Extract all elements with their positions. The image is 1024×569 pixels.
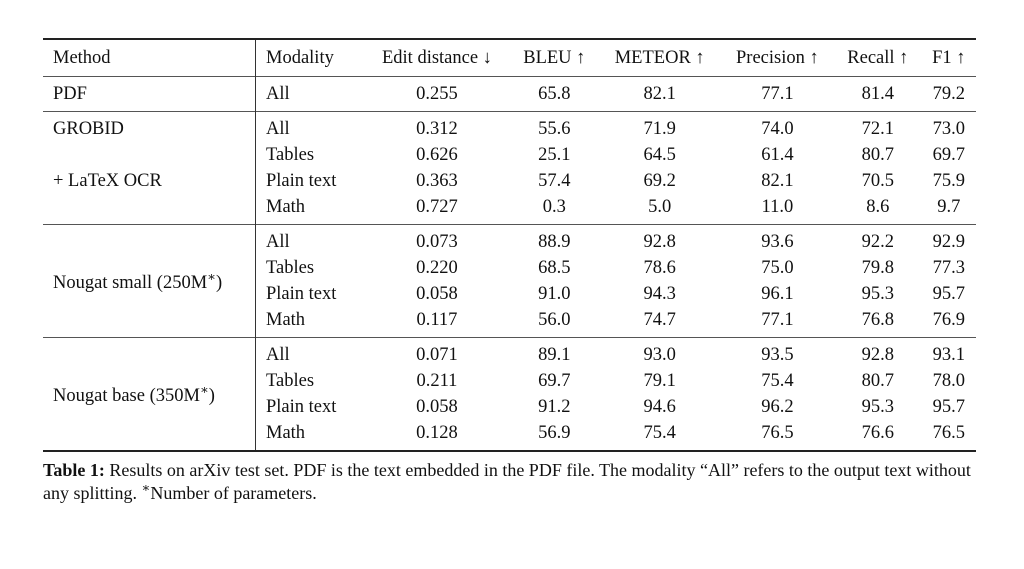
header-modality: Modality [256,39,365,77]
f1-cell: 95.7 [932,284,965,304]
caption-label: Table 1: [43,460,105,480]
meteor-cell: 71.9 [643,119,676,139]
table-row [43,77,976,112]
header-row [43,39,976,77]
f1-cell: 69.7 [932,145,965,165]
modality-cell: Math [256,420,365,451]
f1-cell: 76.5 [932,423,965,443]
precision-cell: 96.1 [761,284,794,304]
precision-cell: 77.1 [761,84,794,104]
f1-cell: 95.7 [932,397,965,417]
edit-distance-cell: 0.255 [416,84,458,104]
modality-cell: Tables [256,368,365,394]
recall-cell: 95.3 [861,397,895,417]
method-label: PDF [53,84,87,104]
edit-distance-cell: 0.071 [416,345,458,365]
results-table [43,38,976,452]
bleu-cell: 91.2 [538,397,571,417]
bleu-cell: 68.5 [538,258,571,278]
bleu-cell: 56.9 [538,423,571,443]
recall-cell: 80.7 [861,371,895,391]
f1-cell: 77.3 [932,258,965,278]
recall-cell: 76.8 [861,310,895,330]
edit-distance-cell: 0.058 [416,397,458,417]
modality-cell: Plain text [256,168,365,194]
modality-cell: Math [256,307,365,338]
table-row [43,338,976,369]
precision-cell: 61.4 [761,145,794,165]
modality-cell: Tables [256,255,365,281]
meteor-cell: 79.1 [643,371,676,391]
table-row [43,225,976,256]
header-f1: F1 ↑ [932,48,966,68]
precision-cell: 75.0 [761,258,794,278]
edit-distance-cell: 0.363 [416,171,458,191]
precision-cell: 77.1 [761,310,794,330]
bleu-cell: 56.0 [538,310,571,330]
table-row [43,168,976,194]
bleu-cell: 88.9 [538,232,571,252]
method-label-secondary: + LaTeX OCR [53,171,162,191]
edit-distance-cell: 0.312 [416,119,458,139]
meteor-cell: 64.5 [643,145,676,165]
modality-cell: Plain text [256,394,365,420]
meteor-cell: 69.2 [643,171,676,191]
f1-cell: 93.1 [932,345,965,365]
table-row [43,142,976,168]
modality-cell: All [256,225,365,256]
header-recall: Recall ↑ [847,48,909,68]
precision-cell: 76.5 [761,423,794,443]
meteor-cell: 94.3 [643,284,676,304]
edit-distance-cell: 0.727 [416,197,458,217]
edit-distance-cell: 0.128 [416,423,458,443]
f1-cell: 75.9 [932,171,965,191]
method-label: Nougat base (350M∗) [53,381,215,406]
edit-distance-cell: 0.117 [416,310,458,330]
recall-cell: 81.4 [861,84,895,104]
meteor-cell: 82.1 [643,84,676,104]
precision-cell: 93.5 [761,345,794,365]
edit-distance-cell: 0.073 [416,232,458,252]
precision-cell: 93.6 [761,232,794,252]
recall-cell: 92.2 [861,232,895,252]
group-nougat-base [43,338,976,452]
bleu-cell: 89.1 [538,345,571,365]
recall-cell: 92.8 [861,345,895,365]
meteor-cell: 93.0 [643,345,676,365]
precision-cell: 82.1 [761,171,794,191]
table-row [43,194,976,225]
bleu-cell: 55.6 [538,119,571,139]
table-header [43,39,976,77]
caption-text: Results on arXiv test set. PDF is the text embedded in the PDF file. The modality “All” refers to the output text without any splitting. [43,460,971,503]
precision-cell: 75.4 [761,371,794,391]
edit-distance-cell: 0.058 [416,284,458,304]
caption-footnote-mark: ∗ [141,480,151,495]
bleu-cell: 25.1 [538,145,571,165]
meteor-cell: 78.6 [643,258,676,278]
f1-cell: 76.9 [932,310,965,330]
meteor-cell: 5.0 [648,197,672,217]
modality-cell: Math [256,194,365,225]
table-caption [43,459,993,505]
recall-cell: 8.6 [866,197,890,217]
edit-distance-cell: 0.211 [416,371,458,391]
header-edit-distance: Edit distance ↓ [381,48,492,68]
method-label: GROBID [53,119,124,139]
modality-cell: All [256,338,365,369]
precision-cell: 11.0 [761,197,794,217]
bleu-cell: 0.3 [542,197,566,217]
modality-cell: All [256,112,365,143]
meteor-cell: 75.4 [643,423,676,443]
recall-cell: 79.8 [861,258,895,278]
table-row [43,112,976,143]
header-bleu: BLEU ↑ [523,48,586,68]
header-meteor: METEOR ↑ [614,48,705,68]
modality-cell: Tables [256,142,365,168]
modality-cell: Plain text [256,281,365,307]
bleu-cell: 57.4 [538,171,571,191]
group-grobid [43,112,976,225]
f1-cell: 79.2 [932,84,965,104]
edit-distance-cell: 0.626 [416,145,458,165]
meteor-cell: 92.8 [643,232,676,252]
bleu-cell: 65.8 [538,84,571,104]
bleu-cell: 69.7 [538,371,571,391]
f1-cell: 78.0 [932,371,965,391]
meteor-cell: 94.6 [643,397,676,417]
caption-footnote-text: Number of parameters. [150,483,317,503]
header-precision: Precision ↑ [736,48,819,68]
precision-cell: 74.0 [761,119,794,139]
recall-cell: 72.1 [861,119,895,139]
group-pdf [43,77,976,112]
f1-cell: 92.9 [932,232,965,252]
recall-cell: 95.3 [861,284,895,304]
recall-cell: 80.7 [861,145,895,165]
recall-cell: 70.5 [861,171,895,191]
modality-cell: All [256,77,365,112]
meteor-cell: 74.7 [643,310,676,330]
f1-cell: 9.7 [937,197,961,217]
edit-distance-cell: 0.220 [416,258,458,278]
recall-cell: 76.6 [861,423,895,443]
group-nougat-small [43,225,976,338]
f1-cell: 73.0 [932,119,965,139]
precision-cell: 96.2 [761,397,794,417]
bleu-cell: 91.0 [538,284,571,304]
method-label: Nougat small (250M∗) [53,268,223,293]
header-method: Method [53,48,111,68]
